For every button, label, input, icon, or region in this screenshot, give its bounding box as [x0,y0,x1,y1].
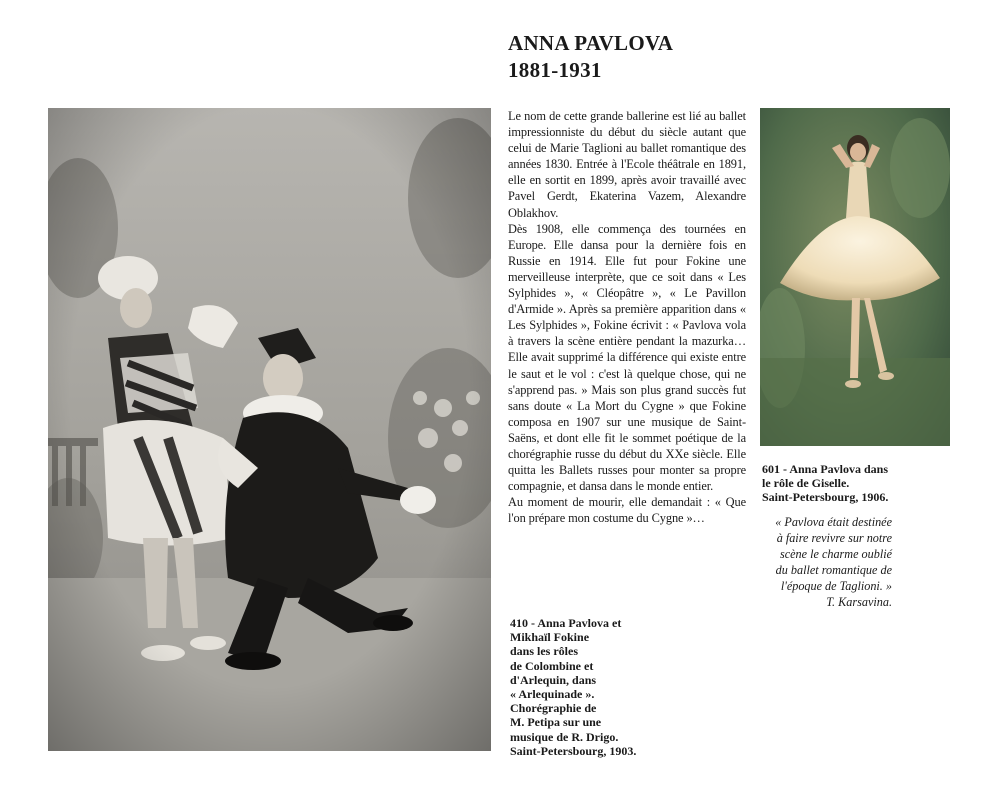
caption-line: Saint-Petersbourg, 1903. [510,743,637,758]
caption-line: M. Petipa sur une [510,715,602,730]
quote-line: du ballet romantique de [775,563,892,577]
caption-line: « Arlequinade ». [510,687,595,702]
quote-line: à faire revivre sur notre [776,531,892,545]
title-name: ANNA PAVLOVA [508,31,674,55]
caption-line: Chorégraphie de [510,701,597,716]
caption-line: le rôle de Giselle. [762,476,850,491]
quote-line: « Pavlova était destinée [775,515,892,529]
biography-paragraph: Au moment de mourir, elle demandait : « Que l'on prépare mon costume du Cygne »… [508,495,746,526]
quote-line: l'époque de Taglioni. » [780,579,892,593]
caption-line: 601 - Anna Pavlova dans [762,462,889,476]
caption-line: Mikhaïl Fokine [510,630,590,645]
biography-paragraph: Le nom de cette grande ballerine est lié au ballet impressionniste du début du siècle autant que celui de Marie Taglioni au ballet romantique des années 1830. Entrée à l'Ecole théâtrale en 1891, elle en sortit en 1899, après avoir travaillé avec Pavel Gerdt, Ekaterina Vazem, Alexandre Oblakhov. [508,109,746,220]
quote-line: scène le charme oublié [779,547,892,561]
caption-line: d'Arlequin, dans [510,672,597,687]
title-years: 1881-1931 [508,58,602,82]
giselle-painting [760,108,950,446]
caption-601 [762,462,888,505]
biography-text [508,108,746,526]
harlequinade-photo [48,108,491,751]
quote-author: T. Karsavina. [826,595,892,609]
page-title [508,30,673,84]
caption-line: Saint-Petersbourg, 1906. [762,490,889,505]
caption-line: 410 - Anna Pavlova et [510,616,622,630]
caption-line: de Colombine et [510,658,594,673]
karsavina-quote [762,514,892,610]
biography-paragraph: Dès 1908, elle commença des tournées en Europe. Elle dansa pour la dernière fois en Russie en 1914. Elle fut pour Fokine une merveilleuse interprète, que ce soit dans « Les Sylphides », « Cléopâtre », « Le Pavillon d'Armide ». Après sa première apparition dans « Les Sylphides », Fokine écrivit : « Pavlova vola à travers la scène entière pendant la mazurka… Elle avait supprimé la différence qui existe entre le saut et le vol : c'est là quelque chose, qui ne s'apprend pas. » Mais son plus grand succès fut sans doute « La Mort du Cygne » que Fokine composa en 1907 sur une musique de Saint-Saëns, et dont elle fit le sommet poétique de la chorégraphie russe du début du XXe siècle. Elle quitta les Ballets russes pour monter sa propre compagnie, et dansa dans le monde entier. [508,221,746,494]
caption-line: musique de R. Drigo. [510,729,619,744]
caption-410 [510,616,636,758]
caption-line: dans les rôles [510,644,579,659]
